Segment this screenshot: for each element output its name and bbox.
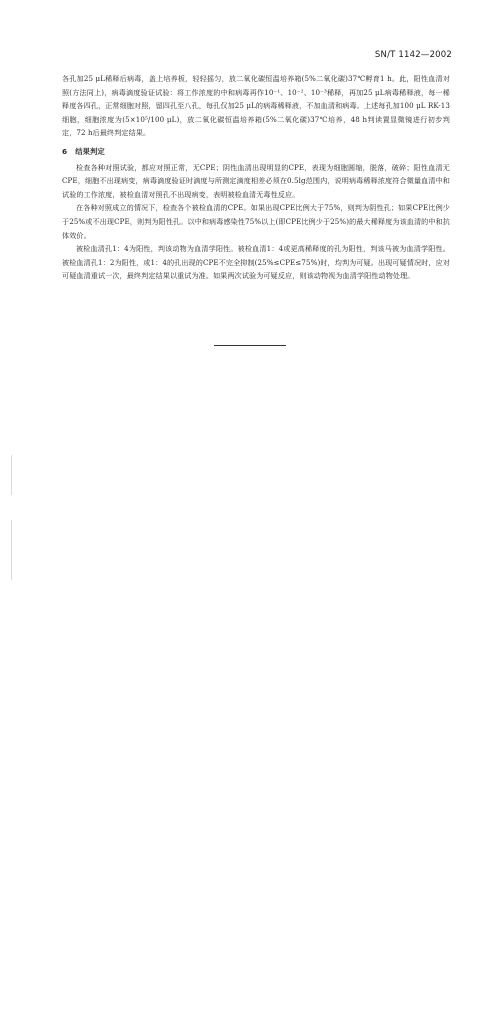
standard-code: SN/T 1142—2002 — [374, 50, 452, 60]
paragraph-controls-check: 检查各种对照试验，都应对照正常，无CPE；阴性血清出现明显的CPE，表现为细胞圆缩，脱落，破碎；阳性血清无CPE，细胞不出现病变，病毒滴度验证时滴度与所测定滴度相差必须在0.5lg范围内，说明病毒稀释浓度符合微量血清中和试验的工作浓度，被检血清对照孔不出现病变，表明被检血清无毒性反应。 — [62, 162, 450, 199]
paragraph-final-judgement: 被检血清孔1：4为阳性，判该动物为血清学阳性。被检血清1：4或更高稀释度的孔为阳性，判该马被为血清学阳性。被检血清孔1：2为阳性，或1：4的孔出现的CPE不完全抑制(25%≤CPE≤75%)时，均判为可疑。出现可疑情况时，应对可疑血清重试一次，最终判定结果以重试为准。如果两次试验为可疑反应，则该动物视为血清学阳性动物处理。 — [62, 244, 450, 281]
paragraph-cpe-criteria: 在各种对照成立的情况下，检查各个被检血清的CPE。如果出现CPE比例大于75%，则判为阴性孔；如果CPE比例少于25%或不出现CPE，则判为阳性孔。以中和病毒感染性75%以上(即CPE比例少于25%)的最大稀释度为该血清的中和抗体效价。 — [62, 203, 450, 240]
document-body — [62, 72, 450, 283]
end-of-document-rule — [214, 345, 286, 346]
section-title: 结果判定 — [75, 146, 105, 156]
scan-edge-mark — [11, 520, 12, 580]
section-heading — [62, 145, 450, 159]
paragraph-procedure: 各孔加25 μL稀释后病毒，盖上培养板，轻轻摇匀，放二氧化碳恒温培养箱(5%二氧化碳)37℃孵育1 h。此，阳性血清对照(方法同上)，病毒滴度验证试验：将工作浓度的中和病毒再作10⁻¹、10⁻²、10⁻³稀释，再加25 μL病毒稀释液，每一稀释度各四孔，正常细胞对照，留四孔至八孔，每孔仅加25 μL的病毒稀释液，不加血清和病毒。上述每孔加100 μL RK-13细胞，细胞浓度为(5×10⁵/100 μL)，放二氧化碳恒温培养箱(5%二氧化碳)37℃培养，48 h判读置显微镜进行初步判定，72 h后最终判定结果。 — [62, 74, 450, 138]
section-number: 6 — [62, 146, 68, 156]
scan-edge-mark — [11, 455, 12, 495]
